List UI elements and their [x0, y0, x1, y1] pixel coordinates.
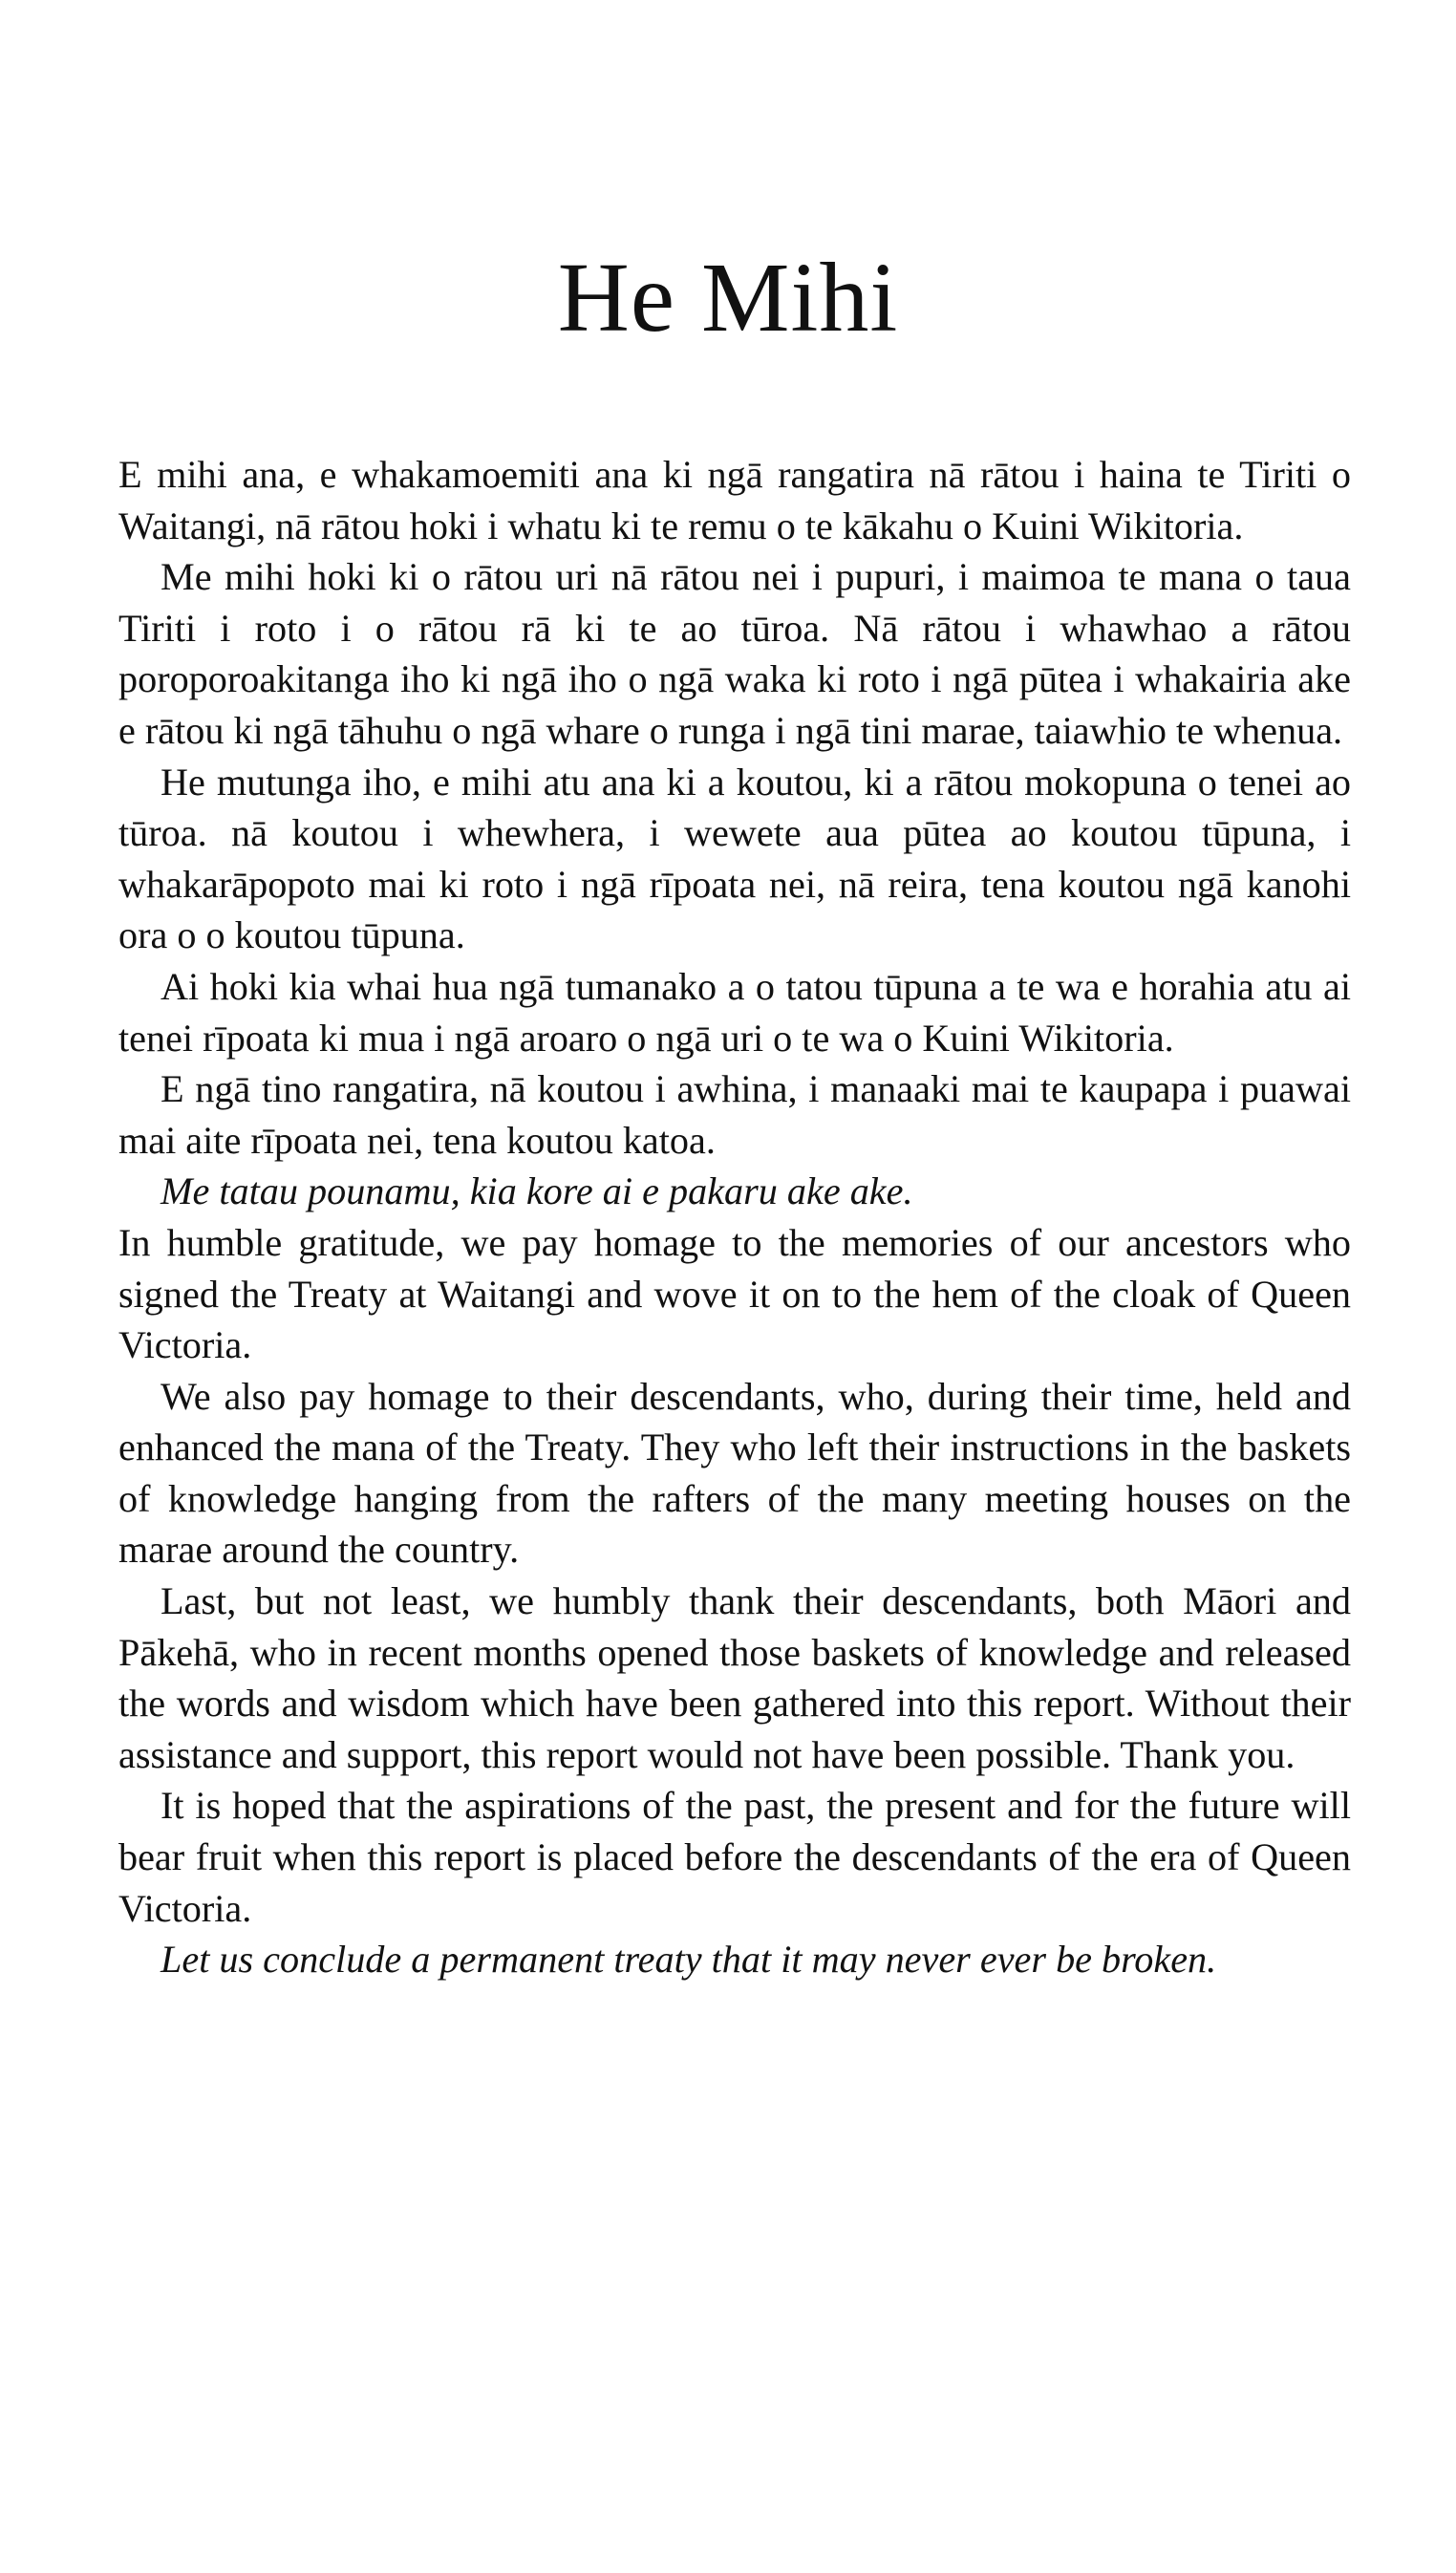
maori-paragraph-5: E ngā tino rangatira, nā koutou i awhina, i manaaki mai te kaupapa i puawai mai aite rīpoata nei, tena koutou katoa. — [118, 1067, 1351, 1162]
english-paragraph-3: Last, but not least, we humbly thank their descendants, both Māori and Pākehā, who in recent months opened those baskets of knowledge and released the words and wisdom which have been gathered into this report. Without their assistance and support, this report would not have been possible. Thank you. — [118, 1579, 1351, 1776]
english-paragraph-2: We also pay homage to their descendants, who, during their time, held and enhanced the mana of the Treaty. They who left their instructions in the baskets of knowledge hanging from the rafters of the many meeting houses on the marae around the country. — [118, 1374, 1351, 1572]
maori-paragraph-3: He mutunga iho, e mihi atu ana ki a koutou, ki a rātou mokopuna o tenei ao tūroa. nā koutou i whewhera, i wewete aua pūtea ao koutou tūpuna, i whakarāpopoto mai ki roto i ngā rīpoata nei, nā reira, tena koutou ngā kanohi ora o o koutou tūpuna. — [118, 760, 1351, 957]
maori-section — [118, 449, 1351, 1217]
maori-paragraph-2: Me mihi hoki ki o rātou uri nā rātou nei i pupuri, i maimoa te mana o taua Tiriti i roto i o rātou rā ki te ao tūroa. Nā rātou i whawhao a rātou poroporoakitanga iho ki ngā iho o ngā waka ki roto i ngā pūtea i whakairia ake e rātou ki ngā tāhuhu o ngā whare o runga i ngā tini marae, taiawhio te whenua. — [118, 555, 1351, 752]
body-text — [118, 449, 1351, 1985]
maori-paragraph-4: Ai hoki kia whai hua ngā tumanako a o tatou tūpuna a te wa e horahia atu ai tenei rīpoata ki mua i ngā aroaro o ngā uri o te wa o Kuini Wikitoria. — [118, 964, 1351, 1060]
page-title: He Mihi — [557, 243, 899, 353]
english-paragraph-4: It is hoped that the aspirations of the past, the present and for the future will bear fruit when this report is placed before the descendants of the era of Queen Victoria. — [118, 1784, 1351, 1930]
english-section — [118, 1217, 1351, 1985]
english-closing-line: Let us conclude a permanent treaty that it may never ever be broken. — [161, 1938, 1217, 1982]
maori-paragraph-1: E mihi ana, e whakamoemiti ana ki ngā rangatira nā rātou i haina te Tiriti o Waitangi, nā rātou hoki i whatu ki te remu o te kākahu o Kuini Wikitoria. — [118, 453, 1351, 547]
maori-closing-line: Me tatau pounamu, kia kore ai e pakaru ake ake. — [161, 1169, 913, 1213]
english-paragraph-1: In humble gratitude, we pay homage to the memories of our ancestors who signed the Treaty at Waitangi and wove it on to the hem of the cloak of Queen Victoria. — [118, 1220, 1351, 1367]
